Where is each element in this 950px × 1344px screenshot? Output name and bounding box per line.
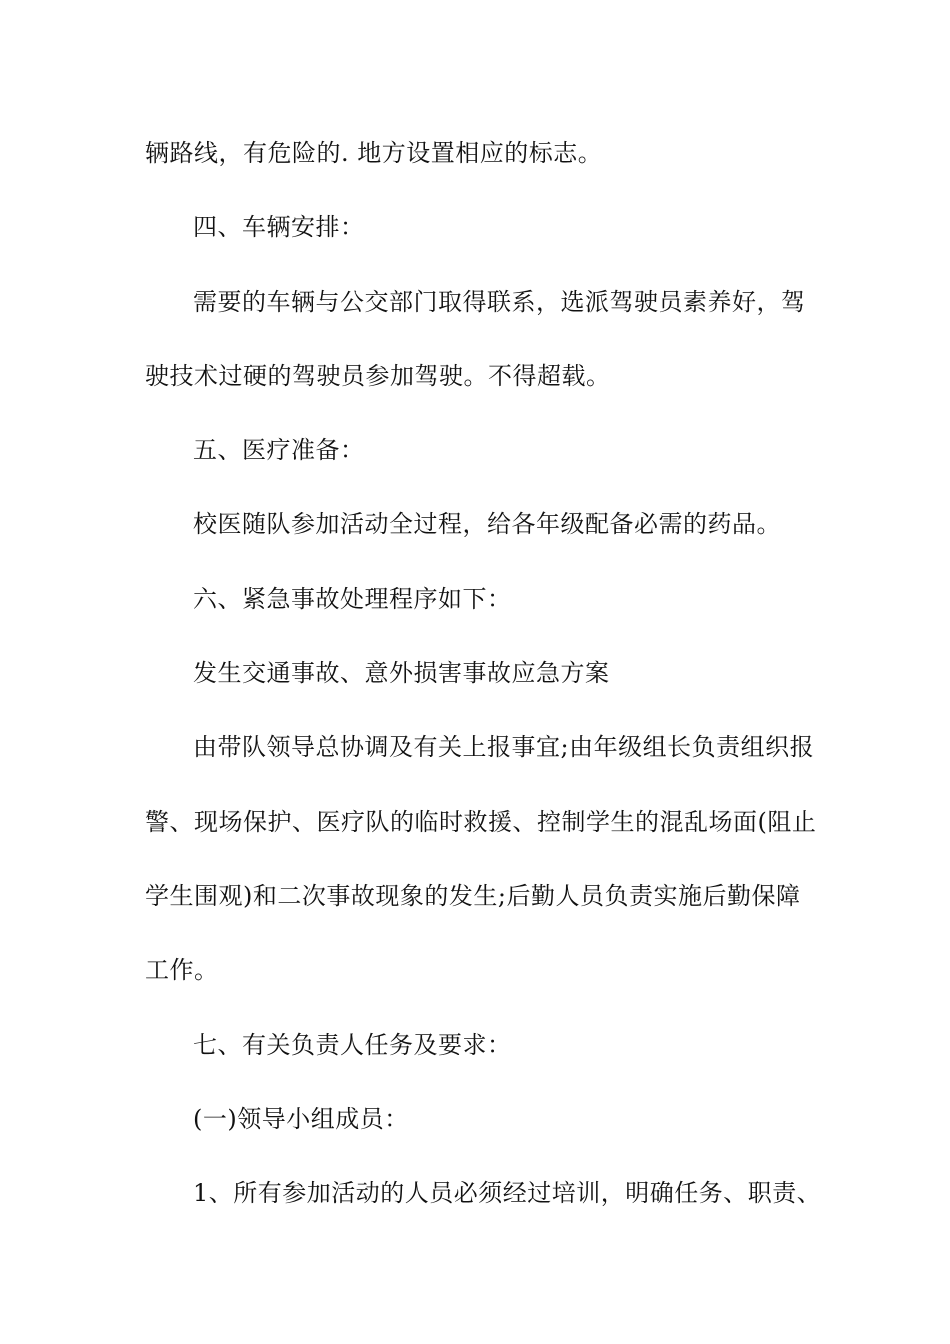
text-line: 发生交通事故、意外损害事故应急方案: [193, 659, 610, 687]
text-line: 由带队领导总协调及有关上报事宜;由年级组长负责组织报: [193, 733, 815, 761]
section-heading-responsibilities: 七、有关负责人任务及要求：: [193, 1031, 512, 1059]
subsection-heading-leadership: (一)领导小组成员：: [193, 1105, 409, 1133]
section-heading-medical: 五、医疗准备：: [193, 436, 365, 464]
text-line: 驶技术过硬的驾驶员参加驾驶。不得超载。: [145, 362, 611, 390]
section-heading-vehicles: 四、车辆安排：: [193, 213, 365, 241]
text-line: 工作。: [145, 956, 219, 984]
section-heading-emergency: 六、紧急事故处理程序如下：: [193, 585, 512, 613]
text-line: 学生围观)和二次事故现象的发生;后勤人员负责实施后勤保障: [145, 882, 801, 910]
text-line: 1、所有参加活动的人员必须经过培训，明确任务、职责、: [193, 1179, 822, 1207]
text-line: 需要的车辆与公交部门取得联系，选派驾驶员素养好，驾: [193, 288, 806, 316]
text-line: 警、现场保护、医疗队的临时救援、控制学生的混乱场面(阻止: [145, 808, 817, 836]
text-line: 辆路线，有危险的. 地方设置相应的标志。: [145, 139, 603, 167]
text-line: 校医随队参加活动全过程，给各年级配备必需的药品。: [193, 510, 781, 538]
